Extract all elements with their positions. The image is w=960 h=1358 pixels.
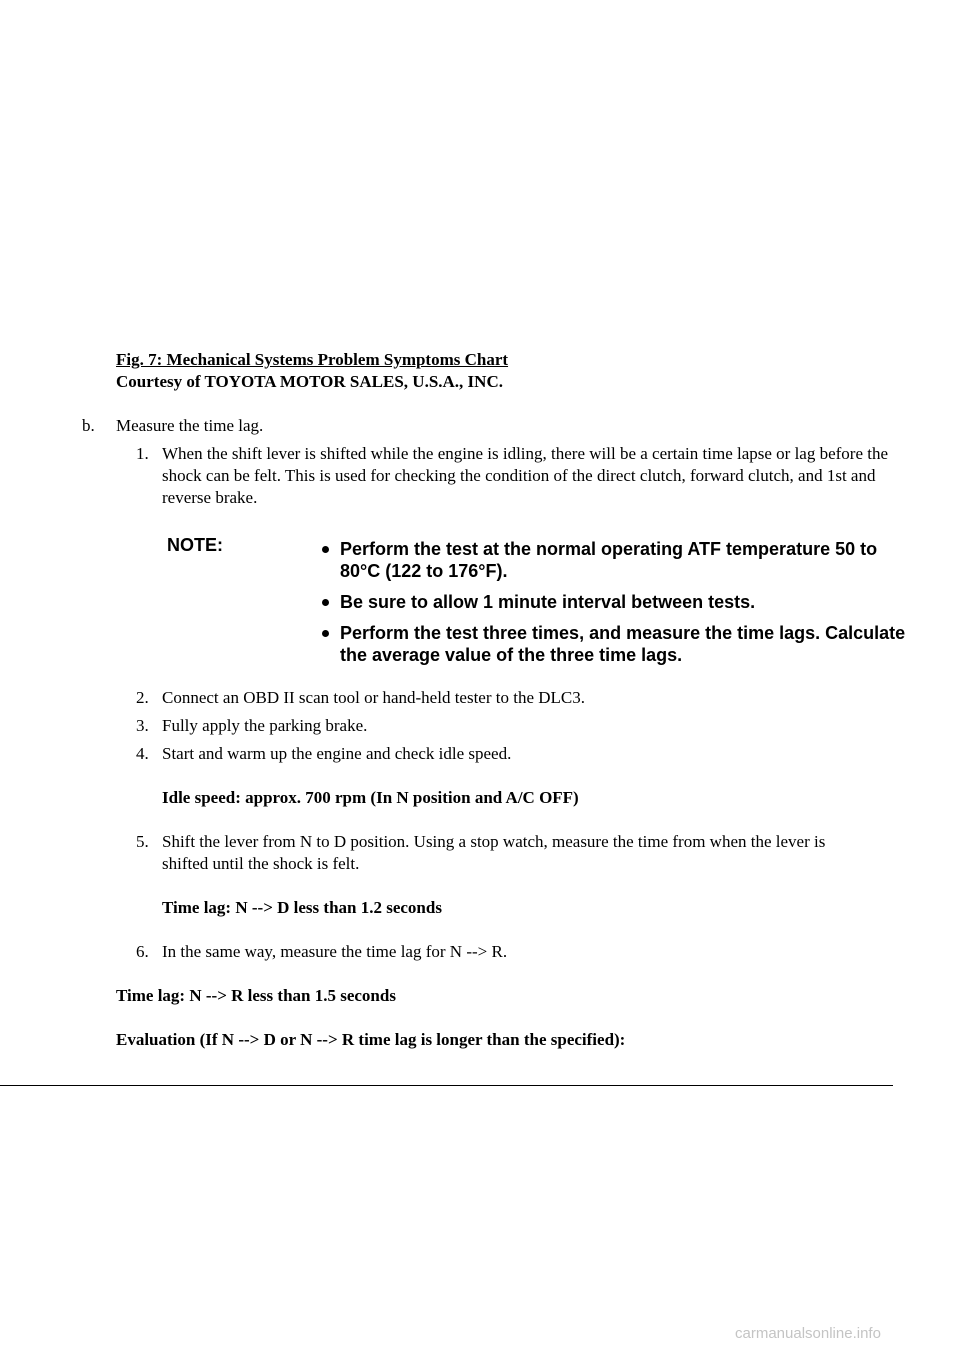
step-1-text: When the shift lever is shifted while the engine is idling, there will be a certain time lapse or lag before the shock can be felt. This is used for checking the condition of the direct clutch, forward clutch, and 1st and reverse brake. <box>162 444 889 507</box>
time-lag-nr-spec: Time lag: N --> R less than 1.5 seconds <box>116 986 396 1005</box>
figure-courtesy: Courtesy of TOYOTA MOTOR SALES, U.S.A., INC. <box>116 372 503 391</box>
step-6-number: 6. <box>136 942 149 961</box>
note-item-text: Be sure to allow 1 minute interval between tests. <box>340 592 756 612</box>
step-2-number: 2. <box>136 688 149 707</box>
figure-title: Fig. 7: Mechanical Systems Problem Symptoms Chart <box>116 350 509 369</box>
step-4-text: Start and warm up the engine and check idle speed. <box>162 744 512 763</box>
step-1-number: 1. <box>136 444 149 463</box>
note-item-text: Perform the test three times, and measure the time lags. Calculate the average value of the three time lags. <box>340 623 906 665</box>
step-2-text: Connect an OBD II scan tool or hand-held tester to the DLC3. <box>162 688 586 707</box>
step-4-number: 4. <box>136 744 149 763</box>
time-lag-nd-spec: Time lag: N --> D less than 1.2 seconds <box>162 898 442 917</box>
step-3-number: 3. <box>136 716 149 735</box>
evaluation-heading: Evaluation (If N --> D or N --> R time lag is longer than the specified): <box>116 1030 626 1049</box>
step-5-text: Shift the lever from N to D position. Using a stop watch, measure the time from when the lever is shifted until the shock is felt. <box>162 832 826 873</box>
bullet-icon <box>322 630 329 637</box>
step-b-text: Measure the time lag. <box>116 416 264 435</box>
horizontal-divider <box>0 1085 893 1086</box>
idle-speed-spec: Idle speed: approx. 700 rpm (In N position and A/C OFF) <box>162 788 579 807</box>
note-item-text: Perform the test at the normal operating ATF temperature 50 to 80°C (122 to 176°F). <box>340 539 878 581</box>
note-item <box>318 591 908 613</box>
step-5-number: 5. <box>136 832 149 851</box>
watermark-text: carmanualsonline.info <box>735 1325 881 1342</box>
note-item <box>318 622 908 666</box>
note-item <box>318 538 908 582</box>
step-b-marker: b. <box>82 416 95 435</box>
bullet-icon <box>322 546 329 553</box>
step-6-text: In the same way, measure the time lag for N --> R. <box>162 942 508 961</box>
bullet-icon <box>322 599 329 606</box>
note-label: NOTE: <box>167 535 223 555</box>
step-3-text: Fully apply the parking brake. <box>162 716 368 735</box>
note-list <box>318 538 908 675</box>
